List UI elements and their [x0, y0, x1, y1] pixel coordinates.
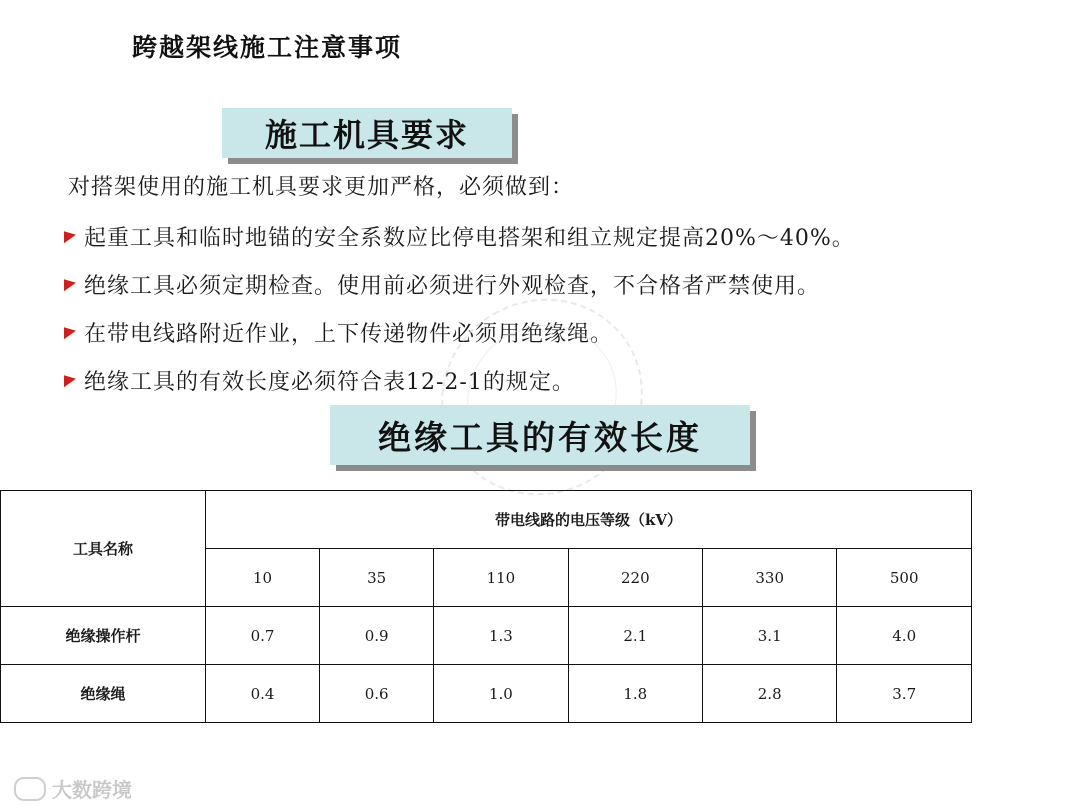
table-header-row [1, 491, 972, 549]
list-item-text: 在带电线路附近作业，上下传递物件必须用绝缘绳。 [84, 321, 614, 347]
voltage-cell: 330 [703, 549, 837, 607]
length-cell: 1.8 [568, 665, 702, 723]
bullet-arrow-icon [64, 229, 76, 244]
watermark-text: 大数跨境 [52, 778, 132, 802]
voltage-level-header: 带电线路的电压等级（kV） [206, 491, 972, 549]
page-title: 跨越架线施工注意事项 [132, 33, 403, 62]
tool-name-cell: 绝缘操作杆 [1, 607, 206, 665]
length-cell: 1.3 [434, 607, 568, 665]
list-item [64, 212, 855, 260]
tool-name-header: 工具名称 [1, 491, 206, 607]
voltage-cell: 10 [206, 549, 320, 607]
brand-logo-icon [14, 777, 46, 801]
bullet-arrow-icon [64, 325, 76, 340]
length-cell: 0.6 [320, 665, 434, 723]
table-row [1, 665, 972, 723]
bullet-arrow-icon [64, 277, 76, 292]
length-cell: 2.8 [703, 665, 837, 723]
length-cell: 0.7 [206, 607, 320, 665]
voltage-cell: 500 [837, 549, 972, 607]
length-cell: 4.0 [837, 607, 972, 665]
length-cell: 3.7 [837, 665, 972, 723]
length-cell: 0.9 [320, 607, 434, 665]
length-cell: 1.0 [434, 665, 568, 723]
list-item-text: 绝缘工具的有效长度必须符合表12-2-1的规定。 [84, 369, 575, 395]
list-item-text: 绝缘工具必须定期检查。使用前必须进行外观检查，不合格者严禁使用。 [84, 273, 821, 299]
voltage-cell: 220 [568, 549, 702, 607]
effective-length-table [0, 490, 972, 723]
length-cell: 0.4 [206, 665, 320, 723]
list-item-text: 起重工具和临时地锚的安全系数应比停电搭架和组立规定提高20%～40%。 [84, 225, 855, 251]
section-banner-tool-requirements: 施工机具要求 [222, 108, 512, 158]
footer-watermark [14, 774, 132, 803]
tool-name-cell: 绝缘绳 [1, 665, 206, 723]
length-cell: 2.1 [568, 607, 702, 665]
intro-text: 对搭架使用的施工机具要求更加严格，必须做到： [68, 175, 575, 200]
section-banner-effective-length: 绝缘工具的有效长度 [330, 405, 750, 465]
length-cell: 3.1 [703, 607, 837, 665]
list-item [64, 260, 855, 308]
voltage-cell: 110 [434, 549, 568, 607]
voltage-cell: 35 [320, 549, 434, 607]
bullet-arrow-icon [64, 373, 76, 388]
table-row [1, 607, 972, 665]
